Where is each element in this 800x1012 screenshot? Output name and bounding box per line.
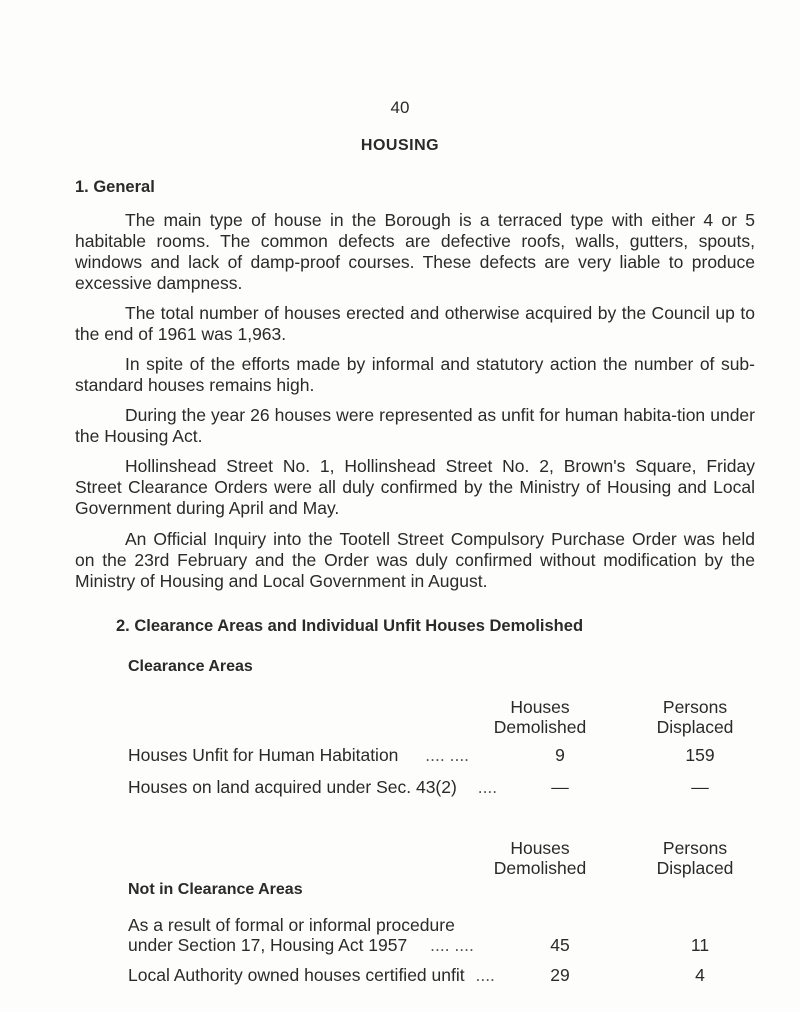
table-cell-houses: 45: [550, 935, 570, 955]
table-row-label: Houses on land acquired under Sec. 43(2) ....: [128, 777, 498, 797]
clearance-areas-subheading: Clearance Areas: [128, 658, 253, 675]
paragraph-clearance-orders: Hollinshead Street No. 1, Hollinshead Street No. 2, Brown's Square, Friday Street Clearance Orders were all duly confirmed by the Ministry of Housing and Local Government during April and May.: [75, 456, 755, 518]
table-cell-persons: —: [691, 777, 709, 797]
page-title: HOUSING: [360, 137, 440, 154]
paragraph-official-inquiry: An Official Inquiry into the Tootell Street Compulsory Purchase Order was held on the 23rd February and the Order was duly confirmed without modification by the Ministry of Housing and Local Government in August.: [75, 529, 755, 591]
table-cell-persons: 11: [690, 935, 710, 955]
column-header-houses-demolished: Houses Demolished: [493, 697, 587, 737]
column-header-persons-displaced: Persons Displaced: [656, 838, 734, 878]
not-in-clearance-subheading: Not in Clearance Areas: [128, 881, 303, 898]
table-cell-houses: —: [551, 777, 569, 797]
column-header-persons-displaced: Persons Displaced: [656, 697, 734, 737]
table-row-label: Houses Unfit for Human Habitation .... ....: [128, 745, 470, 765]
section-1-heading: 1. General: [75, 178, 155, 196]
page-number: 40: [390, 98, 410, 117]
section-2-heading: 2. Clearance Areas and Individual Unfit Houses Demolished: [116, 617, 584, 635]
table-cell-houses: 9: [555, 745, 565, 765]
paragraph-houses-erected: The total number of houses erected and otherwise acquired by the Council up to the end of 1961 was 1,963.: [75, 303, 755, 344]
paragraph-sub-standard: In spite of the efforts made by informal and statutory action the number of sub-standard houses remains high.: [75, 354, 755, 395]
table-cell-persons: 159: [685, 745, 715, 765]
column-header-houses-demolished: Houses Demolished: [493, 838, 587, 878]
table-cell-houses: 29: [550, 965, 570, 985]
paragraph-represented-unfit: During the year 26 houses were represented as unfit for human habita-tion under the Housing Act.: [75, 405, 755, 446]
table-row-label: As a result of formal or informal procedure under Section 17, Housing Act 1957 .... ....: [128, 915, 474, 955]
table-row-label: Local Authority owned houses certified unfit ....: [128, 965, 495, 985]
table-cell-persons: 4: [695, 965, 705, 985]
paragraph-housing-types: The main type of house in the Borough is a terraced type with either 4 or 5 habitable rooms. The common defects are defective roofs, walls, gutters, spouts, windows and lack of damp-proof courses. These defects are very liable to produce excessive dampness.: [75, 210, 755, 293]
